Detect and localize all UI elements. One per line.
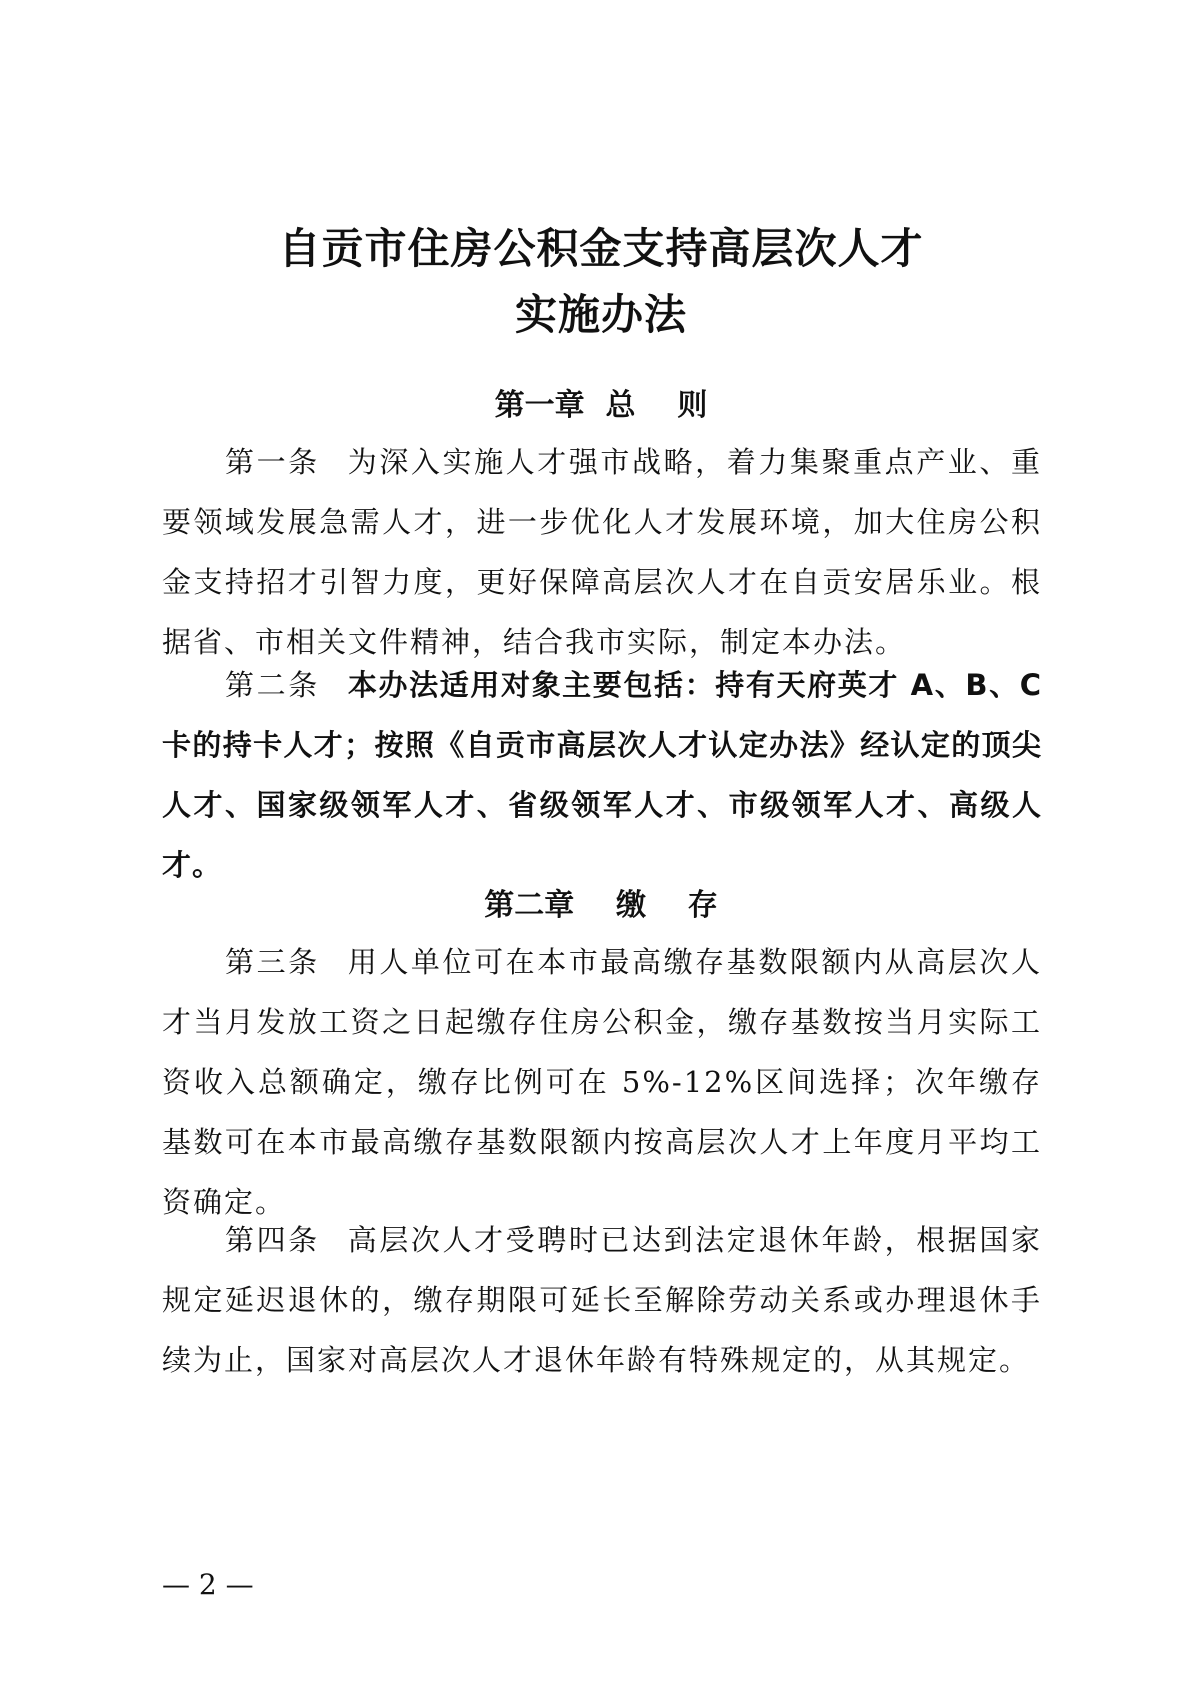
article-1-text: 为深入实施人才强市战略，着力集聚重点产业、重要领域发展急需人才，进一步优化人才发展环境，加大住房公积金支持招才引智力度，更好保障高层次人才在自贡安居乐业。根据省、市相关文件精神，结合我市实际，制定本办法。 [162, 445, 1042, 659]
article-1 [162, 432, 1042, 672]
article-2 [162, 655, 1042, 895]
article-4 [162, 1210, 1042, 1390]
article-4-label: 第四条 [225, 1223, 320, 1257]
document-title-line-1: 自贡市住房公积金支持高层次人才 [278, 224, 924, 273]
article-1-label: 第一条 [225, 445, 320, 479]
chapter-2-heading: 第二章 缴 存 [484, 888, 718, 923]
article-3 [162, 932, 1042, 1232]
article-4-text: 高层次人才受聘时已达到法定退休年龄，根据国家规定延迟退休的，缴存期限可延长至解除劳动关系或办理退休手续为止，国家对高层次人才退休年龄有特殊规定的，从其规定。 [162, 1223, 1042, 1377]
document-title-line-2: 实施办法 [514, 290, 687, 339]
page-number: — 2 — [162, 1568, 254, 1601]
article-2-label: 第二条 [225, 668, 320, 702]
article-2-text: 本办法适用对象主要包括：持有天府英才 A、B、C 卡的持卡人才；按照《自贡市高层次人才认定办法》经认定的顶尖人才、国家级领军人才、省级领军人才、市级领军人才、高级人才。 [162, 668, 1042, 882]
chapter-1-heading: 第一章 总 则 [494, 388, 708, 423]
article-3-text: 用人单位可在本市最高缴存基数限额内从高层次人才当月发放工资之日起缴存住房公积金，缴存基数按当月实际工资收入总额确定，缴存比例可在 5%-12%区间选择；次年缴存基数可在本市最高缴存基数限额内按高层次人才上年度月平均工资确定。 [162, 945, 1042, 1219]
article-3-label: 第三条 [225, 945, 320, 979]
